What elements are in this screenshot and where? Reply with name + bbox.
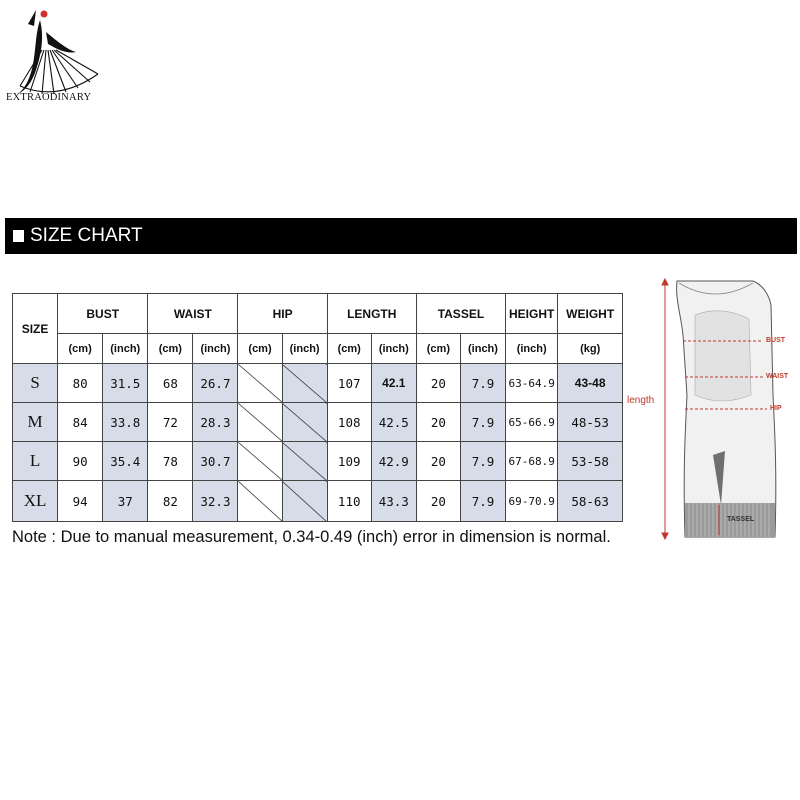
tassel-measure-label: TASSEL: [727, 516, 755, 523]
height-cell: 67-68.9: [506, 442, 558, 481]
length-cm-cell: 110: [327, 481, 371, 522]
tassel-cm-cell: 20: [416, 481, 460, 522]
length-header: LENGTH: [327, 294, 416, 334]
length-cm-cell: 107: [327, 364, 371, 403]
size-cell: XL: [13, 481, 58, 522]
table-row: [13, 403, 623, 442]
tassel-cm-cell: 20: [416, 364, 460, 403]
hip-cm-empty-cell: [238, 403, 282, 442]
height-inch-unit: (inch): [506, 334, 558, 364]
table-row: [13, 364, 623, 403]
length-cm-unit: (cm): [327, 334, 371, 364]
banner-title: SIZE CHART: [30, 225, 143, 246]
bust-cm-cell: 94: [58, 481, 103, 522]
hip-inch-empty-cell: [282, 403, 327, 442]
size-chart-banner: [5, 218, 797, 254]
bust-header: BUST: [58, 294, 148, 334]
bust-inch-cell: 37: [103, 481, 148, 522]
weight-cell: 48-53: [558, 403, 623, 442]
length-cm-cell: 108: [327, 403, 371, 442]
bust-measure-label: BUST: [766, 337, 786, 344]
tassel-inch-cell: 7.9: [460, 364, 505, 403]
bust-cm-cell: 90: [58, 442, 103, 481]
bust-inch-cell: 31.5: [103, 364, 148, 403]
hip-header: HIP: [238, 294, 327, 334]
length-inch-cell: 42.5: [371, 403, 416, 442]
size-cell: S: [13, 364, 58, 403]
waist-cm-cell: 68: [148, 364, 193, 403]
size-cell: L: [13, 442, 58, 481]
brand-logo-icon: [6, 2, 118, 106]
tassel-inch-unit: (inch): [460, 334, 505, 364]
hip-inch-unit: (inch): [282, 334, 327, 364]
hip-cm-unit: (cm): [238, 334, 282, 364]
tassel-cm-cell: 20: [416, 403, 460, 442]
tassel-cm-unit: (cm): [416, 334, 460, 364]
weight-kg-unit: (kg): [558, 334, 623, 364]
table-row: [13, 442, 623, 481]
tassel-cm-cell: 20: [416, 442, 460, 481]
bust-inch-unit: (inch): [103, 334, 148, 364]
tassel-inch-cell: 7.9: [460, 442, 505, 481]
length-inch-cell: 42.1: [371, 364, 416, 403]
tassel-header: TASSEL: [416, 294, 505, 334]
hip-cm-empty-cell: [238, 481, 282, 522]
waist-measure-label: WAIST: [766, 373, 789, 380]
waist-cm-cell: 82: [148, 481, 193, 522]
length-inch-cell: 43.3: [371, 481, 416, 522]
bust-inch-cell: 35.4: [103, 442, 148, 481]
hip-inch-empty-cell: [282, 364, 327, 403]
size-chart-table: [12, 293, 623, 522]
length-cm-cell: 109: [327, 442, 371, 481]
size-header: SIZE: [13, 294, 58, 364]
height-cell: 65-66.9: [506, 403, 558, 442]
waist-inch-cell: 28.3: [193, 403, 238, 442]
weight-cell: 53-58: [558, 442, 623, 481]
hip-inch-empty-cell: [282, 481, 327, 522]
waist-cm-cell: 72: [148, 403, 193, 442]
hip-measure-label: HIP: [770, 405, 782, 412]
weight-cell: 58-63: [558, 481, 623, 522]
waist-header: WAIST: [148, 294, 238, 334]
waist-inch-cell: 30.7: [193, 442, 238, 481]
height-cell: 69-70.9: [506, 481, 558, 522]
bust-cm-cell: 84: [58, 403, 103, 442]
waist-cm-cell: 78: [148, 442, 193, 481]
square-bullet-icon: [13, 230, 24, 242]
length-inch-unit: (inch): [371, 334, 416, 364]
waist-inch-unit: (inch): [193, 334, 238, 364]
weight-header: WEIGHT: [558, 294, 623, 334]
waist-cm-unit: (cm): [148, 334, 193, 364]
weight-cell: 43-48: [558, 364, 623, 403]
brand-name: EXTRAODINARY: [6, 92, 92, 103]
hip-cm-empty-cell: [238, 364, 282, 403]
height-header: HEIGHT: [506, 294, 558, 334]
tassel-inch-cell: 7.9: [460, 481, 505, 522]
waist-inch-cell: 26.7: [193, 364, 238, 403]
waist-inch-cell: 32.3: [193, 481, 238, 522]
length-inch-cell: 42.9: [371, 442, 416, 481]
length-label: length: [627, 395, 655, 406]
table-row: [13, 481, 623, 522]
measurement-note: Note : Due to manual measurement, 0.34-0.49 (inch) error in dimension is normal.: [12, 528, 611, 546]
height-cell: 63-64.9: [506, 364, 558, 403]
tassel-inch-cell: 7.9: [460, 403, 505, 442]
hip-cm-empty-cell: [238, 442, 282, 481]
bust-cm-cell: 80: [58, 364, 103, 403]
hip-inch-empty-cell: [282, 442, 327, 481]
bust-cm-unit: (cm): [58, 334, 103, 364]
size-cell: M: [13, 403, 58, 442]
bust-inch-cell: 33.8: [103, 403, 148, 442]
